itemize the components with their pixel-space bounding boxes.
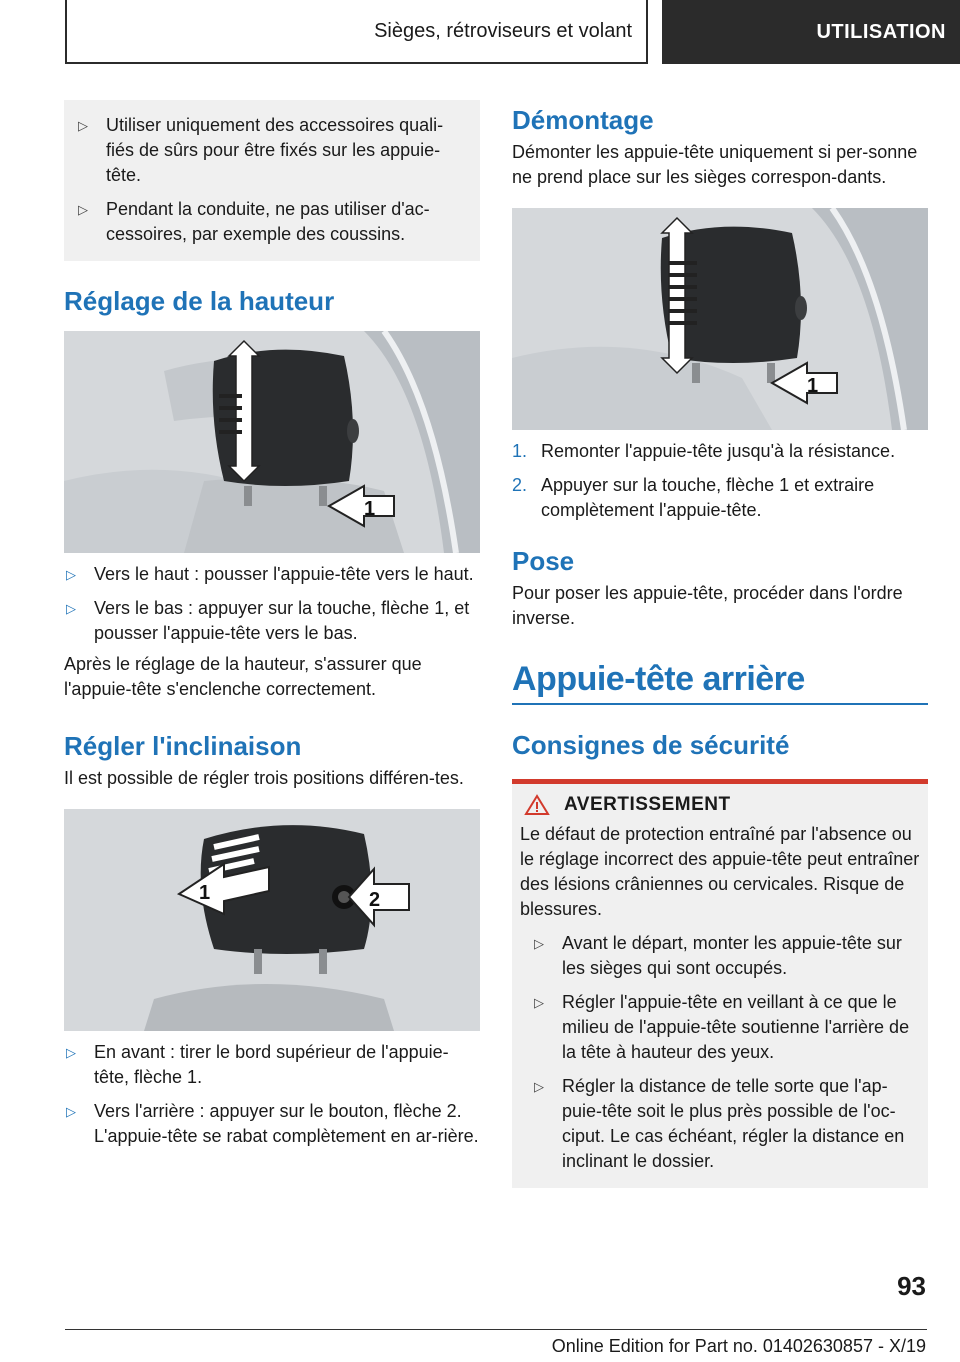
running-header-chapter xyxy=(662,0,960,64)
note-item: ▷ Utiliser uniquement des accessoires quali-fiés de sûrs pour être fixés sur les appuie-tête. xyxy=(78,115,444,185)
height-adjust-illustration xyxy=(64,331,480,553)
tilt-bullet: ▷ En avant : tirer le bord supérieur de l'appuie-tête, flèche 1. xyxy=(66,1042,449,1087)
warning-box xyxy=(512,779,928,1188)
removal-intro-text: Démonter les appuie-tête uniquement si per-sonne ne prend place sur les sièges correspon-dants. xyxy=(512,142,918,187)
warning-bullet: ▷ Régler la distance de telle sorte que l'ap-puie-tête soit le plus près possible de l'oc-ciput. Le cas échéant, régler la distance en inclinant le dossier. xyxy=(534,1076,905,1171)
removal-step: 1. Remonter l'appuie-tête jusqu'à la résistance. xyxy=(512,441,896,461)
right-column xyxy=(512,100,928,1188)
tilt-adjust-illustration xyxy=(64,809,480,1031)
triangle-bullet-icon: ▷ xyxy=(66,1045,76,1060)
edition-footer: Online Edition for Part no. 01402630857 - X/19 xyxy=(551,1336,926,1356)
arrow-label-1: 1 xyxy=(199,882,211,904)
height-bullet: ▷ Vers le haut : pousser l'appuie-tête vers le haut. xyxy=(64,562,480,587)
section-title: Sièges, rétroviseurs et volant xyxy=(374,19,632,42)
safety-heading: Consignes de sécurité xyxy=(512,730,790,760)
warning-bullet: ▷ Régler l'appuie-tête en veillant à ce que le milieu de l'appuie-tête soutienne l'arrière de la tête à hauteur des yeux. xyxy=(534,992,910,1062)
tilt-bullet: ▷ Vers l'arrière : appuyer sur le bouton, flèche 2. L'appuie-tête se rabat complètement en ar-rière. xyxy=(66,1101,479,1146)
left-column xyxy=(64,100,480,1149)
arrow-label-1: 1 xyxy=(807,375,819,397)
triangle-bullet-icon: ▷ xyxy=(534,995,544,1010)
triangle-bullet-icon: ▷ xyxy=(66,1104,76,1119)
rear-headrest-heading: Appuie-tête arrière xyxy=(512,659,928,705)
note-item: ▷ Pendant la conduite, ne pas utiliser d'ac-cessoires, par exemple des coussins. xyxy=(78,199,430,244)
running-header-section xyxy=(65,0,648,64)
triangle-bullet-icon: ▷ xyxy=(66,601,76,616)
warning-text: Le défaut de protection entraîné par l'absence ou le réglage incorrect des appuie-tête peut entraîner des lésions crâniennes ou cervicales. Risque de blessures. xyxy=(520,824,920,919)
triangle-bullet-icon: ▷ xyxy=(534,936,544,951)
triangle-bullet-icon: ▷ xyxy=(534,1079,544,1094)
triangle-bullet-icon: ▷ xyxy=(78,202,88,217)
footer-divider xyxy=(65,1329,927,1330)
install-text: Pour poser les appuie-tête, procéder dans l'ordre inverse. xyxy=(512,583,903,628)
height-bullet: ▷ Vers le bas : appuyer sur la touche, flèche 1, et pousser l'appuie-tête vers le bas. xyxy=(66,598,470,643)
tilt-heading: Régler l'inclinaison xyxy=(64,731,302,761)
chapter-title: UTILISATION xyxy=(816,20,946,43)
height-after-text: Après le réglage de la hauteur, s'assurer que l'appuie-tête s'enclenche correctement. xyxy=(64,654,422,699)
arrow-label-2: 2 xyxy=(369,889,381,911)
arrow-label-1: 1 xyxy=(364,498,376,520)
tilt-intro-text: Il est possible de régler trois positions différen-tes. xyxy=(64,768,464,788)
warning-bullet: ▷ Avant le départ, monter les appuie-tête sur les sièges qui sont occupés. xyxy=(534,933,902,978)
height-heading: Réglage de la hauteur xyxy=(64,286,335,316)
install-heading: Pose xyxy=(512,546,575,576)
note-box xyxy=(64,100,480,261)
page-number: 93 xyxy=(897,1271,926,1301)
removal-illustration xyxy=(512,208,928,430)
warning-title: AVERTISSEMENT xyxy=(520,794,920,816)
removal-step: 2. Appuyer sur la touche, flèche 1 et extraire complètement l'appuie-tête. xyxy=(512,475,875,520)
removal-heading: Démontage xyxy=(512,105,654,135)
warning-triangle-icon xyxy=(524,794,550,816)
triangle-bullet-icon: ▷ xyxy=(66,567,76,582)
triangle-bullet-icon: ▷ xyxy=(78,118,88,133)
